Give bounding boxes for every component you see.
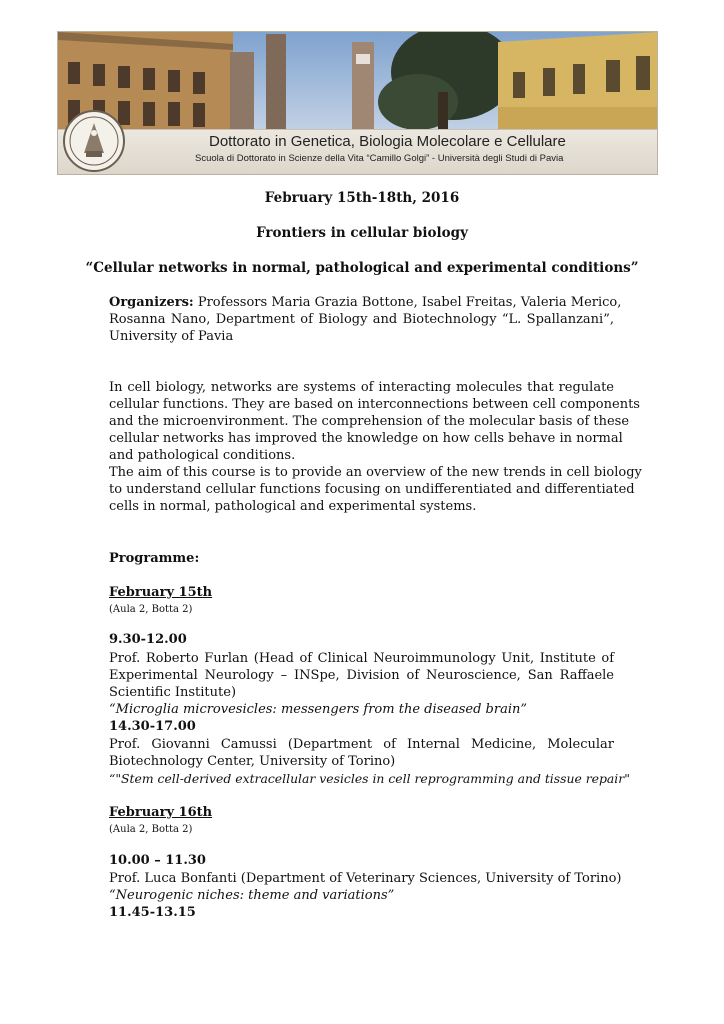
intro-line: and pathological conditions. xyxy=(109,448,296,463)
session-time: 11.45-13.15 xyxy=(109,905,196,920)
session-speaker-line: Scientific Institute) xyxy=(109,685,237,700)
intro-line: cellular networks has improved the knowledge on how cells behave in normal xyxy=(109,431,623,446)
header-banner xyxy=(57,31,658,175)
organizers-line-3: University of Pavia xyxy=(109,329,234,344)
organizers-line-1 xyxy=(109,294,622,311)
session-speaker-line: Prof. Giovanni Camussi (Department of Internal Medicine, Molecular xyxy=(109,737,614,752)
session-speaker-line: Prof. Roberto Furlan (Head of Clinical Neuroimmunology Unit, Institute of xyxy=(109,651,614,666)
day-room: (Aula 2, Botta 2) xyxy=(109,824,193,835)
session-speaker-line: Biotechnology Center, University of Torino) xyxy=(109,754,396,769)
aim-line: to understand cellular functions focusing on undifferentiated and differentiated xyxy=(109,482,635,497)
event-dates: February 15th-18th, 2016 xyxy=(264,190,460,206)
session-talk-title: “"Stem cell-derived extracellular vesicles in cell reprogramming and tissue repair" xyxy=(109,771,630,786)
session-talk-title: “Microglia microvesicles: messengers from the diseased brain” xyxy=(109,702,528,717)
session-speaker-line: Prof. Luca Bonfanti (Department of Veterinary Sciences, University of Torino) xyxy=(109,871,622,886)
aim-line: cells in normal, pathological and experimental systems. xyxy=(109,499,477,514)
course-title: Frontiers in cellular biology xyxy=(256,225,468,241)
session-time: 9.30-12.00 xyxy=(109,632,187,647)
banner-title: Dottorato in Genetica, Biologia Molecolare e Cellulare xyxy=(209,133,566,150)
banner-subtitle: Scuola di Dottorato in Scienze della Vita “Camillo Golgi” - Università degli Studi di Pavia xyxy=(195,153,564,164)
organizers-line-2: Rosanna Nano, Department of Biology and Biotechnology “L. Spallanzani”, xyxy=(109,312,614,327)
session-time: 10.00 – 11.30 xyxy=(109,853,206,868)
session-talk-title: “Neurogenic niches: theme and variations” xyxy=(109,888,395,903)
session-speaker-line: Experimental Neurology – INSpe, Division of Neuroscience, San Raffaele xyxy=(109,668,614,683)
organizers-text-1: Professors Maria Grazia Bottone, Isabel Freitas, Valeria Merico, xyxy=(197,295,622,310)
intro-line: In cell biology, networks are systems of interacting molecules that regulate xyxy=(109,380,614,395)
course-theme: “Cellular networks in normal, pathological and experimental conditions” xyxy=(85,260,639,276)
aim-line: The aim of this course is to provide an overview of the new trends in cell biology xyxy=(109,465,642,480)
university-seal-logo xyxy=(62,109,126,173)
session-time: 14.30-17.00 xyxy=(109,719,196,734)
day-date: February 16th xyxy=(109,805,213,820)
day-date: February 15th xyxy=(109,585,213,600)
programme-heading: Programme: xyxy=(109,551,200,566)
day-room: (Aula 2, Botta 2) xyxy=(109,604,193,615)
organizers-label: Organizers: xyxy=(109,295,194,310)
intro-line: and the microenvironment. The comprehension of the molecular basis of these xyxy=(109,414,630,429)
intro-line: cellular functions. They are based on interconnections between cell components xyxy=(109,397,640,412)
